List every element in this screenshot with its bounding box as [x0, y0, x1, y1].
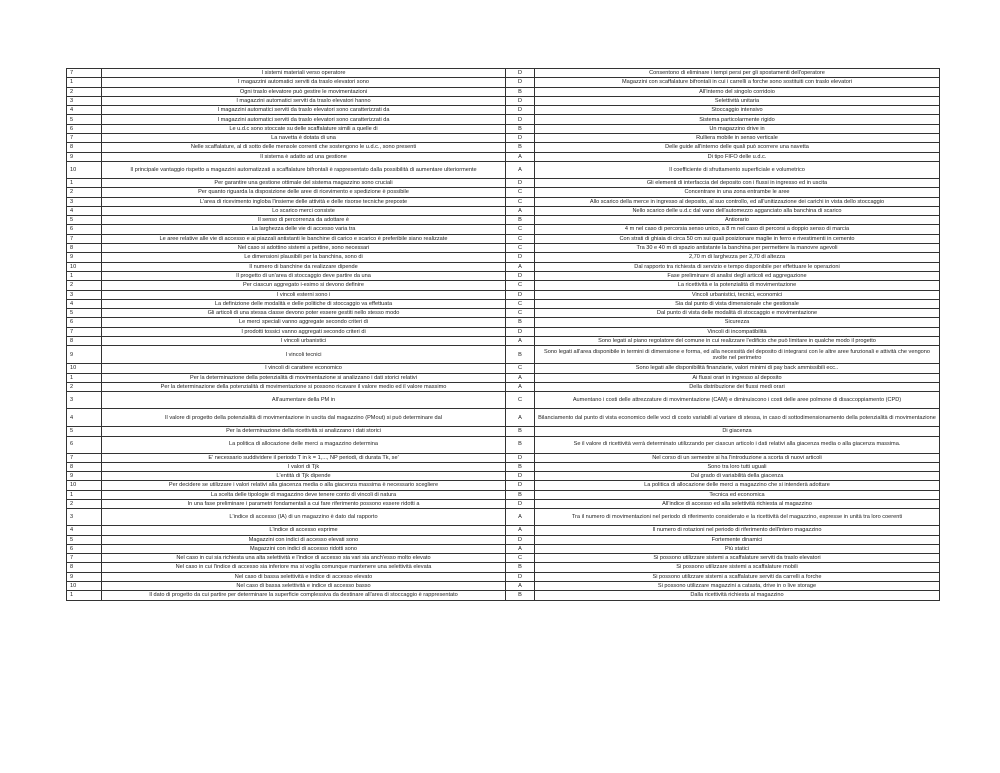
- table-row: [67, 346, 940, 364]
- row-number-cell: 1: [67, 178, 102, 187]
- answer-text-cell: Bilanciamento dal punto di vista economico delle voci di costo variabili al variare di stessa, in caso di sottodimensionamento della potenzialità di movimentazione: [535, 409, 940, 427]
- question-cell: Le dimensioni plausibili per la banchina, sono di: [102, 253, 506, 262]
- question-cell: Nelle scaffalature, al di sotto delle mensole correnti che sostengono le u.d.c., sono presenti: [102, 143, 506, 152]
- answer-text-cell: Fase preliminare di analisi degli articoli ed aggregazione: [535, 271, 940, 280]
- question-cell: Il valore di progetto della potenzialità di movimentazione in uscita dal magazzino (PMout) si può determinare dal: [102, 409, 506, 427]
- answer-letter-cell: B: [506, 124, 535, 133]
- answer-letter-cell: B: [506, 563, 535, 572]
- answer-text-cell: Magazzini con scaffalature bifrontali in cui i carrelli a forche sono sostituiti con traslo elevatori: [535, 78, 940, 87]
- answer-letter-cell: A: [506, 206, 535, 215]
- answer-letter-cell: D: [506, 271, 535, 280]
- row-number-cell: 7: [67, 327, 102, 336]
- question-cell: Per ciascun aggregato i-esimo si devono definire: [102, 281, 506, 290]
- row-number-cell: 10: [67, 582, 102, 591]
- row-number-cell: 9: [67, 472, 102, 481]
- row-number-cell: 7: [67, 134, 102, 143]
- question-cell: Magazzini con indici di accesso ridotti sono: [102, 544, 506, 553]
- answer-letter-cell: D: [506, 453, 535, 462]
- answer-text-cell: Selettività unitaria: [535, 96, 940, 105]
- question-cell: I magazzini automatici serviti da traslo elevatori sono caratterizzati da: [102, 106, 506, 115]
- answer-text-cell: Dal grado di variabilità della giacenza: [535, 472, 940, 481]
- table-row: [67, 281, 940, 290]
- answer-letter-cell: A: [506, 409, 535, 427]
- table-row: [67, 572, 940, 581]
- row-number-cell: 3: [67, 509, 102, 526]
- answer-text-cell: Dal punto di vista delle modalità di stoccaggio e movimentazione: [535, 309, 940, 318]
- answer-text-cell: Gli elementi di interfaccia del deposito con i flussi in ingresso ed in uscita: [535, 178, 940, 187]
- answer-letter-cell: C: [506, 244, 535, 253]
- row-number-cell: 9: [67, 572, 102, 581]
- answer-letter-cell: A: [506, 509, 535, 526]
- answer-text-cell: All'indice di accesso ed alla selettività richiesta al magazzino: [535, 499, 940, 508]
- question-cell: Nel caso di bassa selettività e indice di accesso basso: [102, 582, 506, 591]
- question-cell: In una fase preliminare i parametri fondamentali a cui fare riferimento possono essere ridotti a: [102, 499, 506, 508]
- answer-letter-cell: D: [506, 78, 535, 87]
- table-row: [67, 96, 940, 105]
- answer-text-cell: Si possono utilizzare magazzini a catasta, drive in o live storage: [535, 582, 940, 591]
- answer-letter-cell: A: [506, 544, 535, 553]
- table-row: [67, 591, 940, 600]
- question-cell: I prodotti tossici vanno aggregati secondo criteri di: [102, 327, 506, 336]
- answer-letter-cell: D: [506, 115, 535, 124]
- table-row: [67, 337, 940, 346]
- row-number-cell: 1: [67, 373, 102, 382]
- answer-text-cell: Rulliera mobile in senso verticale: [535, 134, 940, 143]
- answer-letter-cell: B: [506, 490, 535, 499]
- answer-letter-cell: A: [506, 373, 535, 382]
- table-row: [67, 327, 940, 336]
- answer-letter-cell: D: [506, 535, 535, 544]
- question-cell: Le merci speciali vanno aggregate secondo criteri di: [102, 318, 506, 327]
- table-row: [67, 134, 940, 143]
- answer-text-cell: Si possono utilizzare sistemi a scaffalature serviti da traslo elevatori: [535, 554, 940, 563]
- table-row: [67, 499, 940, 508]
- table-row: [67, 481, 940, 490]
- question-cell: Il progetto di un'area di stoccaggio deve partire da una: [102, 271, 506, 280]
- table-row: [67, 462, 940, 471]
- table-row: [67, 78, 940, 87]
- table-row: [67, 206, 940, 215]
- row-number-cell: 6: [67, 225, 102, 234]
- table-row: [67, 124, 940, 133]
- question-cell: Il sistema è adatto ad una gestione: [102, 152, 506, 161]
- table-row: [67, 318, 940, 327]
- question-cell: I magazzini automatici serviti da traslo elevatori hanno: [102, 96, 506, 105]
- question-cell: Magazzini con indici di accesso elevati sono: [102, 535, 506, 544]
- table-row: [67, 244, 940, 253]
- table-row: [67, 69, 940, 78]
- row-number-cell: 6: [67, 318, 102, 327]
- question-cell: I sistemi materiali verso operatore: [102, 69, 506, 78]
- answer-letter-cell: D: [506, 96, 535, 105]
- question-cell: L'indice di accesso esprime: [102, 526, 506, 535]
- answer-text-cell: Nello scarico delle u.d.c dal vano dell'automezzo agganciato alla banchina di scarico: [535, 206, 940, 215]
- row-number-cell: 10: [67, 481, 102, 490]
- question-cell: Nel caso di bassa selettività e indice di accesso elevato: [102, 572, 506, 581]
- table-body: [67, 69, 940, 601]
- question-cell: Per la determinazione della ricettività si analizzano i dati storici: [102, 427, 506, 436]
- answer-text-cell: Concentrare in una zona entrambe le aree: [535, 188, 940, 197]
- answer-text-cell: 2,70 m di larghezza per 2,70 di altezza: [535, 253, 940, 262]
- question-cell: E' necessario suddividere il periodo T in k = 1,..., NP periodi, di durata Tk, se': [102, 453, 506, 462]
- answer-text-cell: La politica di allocazione delle merci a magazzino che si intenderà adottare: [535, 481, 940, 490]
- table-row: [67, 188, 940, 197]
- answer-text-cell: Allo scarico della merce in ingresso al deposito, al suo controllo, ed all'unitizzazione dei carichi in vista dello stoccaggio: [535, 197, 940, 206]
- answer-text-cell: 4 m nel caso di percorsia senso unico, a 8 m nel caso di percorsi a doppio senso di marcia: [535, 225, 940, 234]
- question-cell: Il numero di banchine da realizzare dipende: [102, 262, 506, 271]
- answer-text-cell: Sono legati al piano regolatore del comune in cui realizzare l'edificio che può limitare in qualche modo il progetto: [535, 337, 940, 346]
- question-cell: All'aumentare della PM in: [102, 392, 506, 409]
- answer-text-cell: Di tipo FIFO delle u.d.c.: [535, 152, 940, 161]
- answer-text-cell: Vincoli urbanistici, tecnici, economici: [535, 290, 940, 299]
- table-row: [67, 409, 940, 427]
- answer-letter-cell: C: [506, 197, 535, 206]
- answer-text-cell: Il numero di rotazioni nel periodo di riferimento dell'intero magazzino: [535, 526, 940, 535]
- row-number-cell: 8: [67, 337, 102, 346]
- answer-letter-cell: A: [506, 161, 535, 178]
- question-cell: I magazzini automatici serviti da traslo elevatori sono: [102, 78, 506, 87]
- row-number-cell: 4: [67, 206, 102, 215]
- table-row: [67, 582, 940, 591]
- answer-text-cell: Si possono utilizzare sistemi a scaffalature mobili: [535, 563, 940, 572]
- answer-letter-cell: D: [506, 499, 535, 508]
- question-cell: Nel caso in cui sia richiesta una alta selettività e l'indice di accesso sia vari sia anch'esso molto elevato: [102, 554, 506, 563]
- question-cell: I vincoli urbanistici: [102, 337, 506, 346]
- answer-text-cell: Delle guide all'interno delle quali può scorrere una navetta: [535, 143, 940, 152]
- row-number-cell: 7: [67, 234, 102, 243]
- answer-text-cell: Sono legati alle disponibilità finanziarie, valori minimi di pay back ammissibili ecc..: [535, 364, 940, 373]
- answer-letter-cell: A: [506, 526, 535, 535]
- table-row: [67, 436, 940, 453]
- table-row: [67, 178, 940, 187]
- answer-text-cell: Ai flussi orari in ingresso al deposito: [535, 373, 940, 382]
- answer-text-cell: La ricettività e la potenzialità di movimentazione: [535, 281, 940, 290]
- row-number-cell: 10: [67, 364, 102, 373]
- answer-text-cell: Sistema particolarmente rigido: [535, 115, 940, 124]
- answer-text-cell: Tecnica ed economica: [535, 490, 940, 499]
- answer-letter-cell: D: [506, 134, 535, 143]
- question-cell: La politica di allocazione delle merci a magazzino determina: [102, 436, 506, 453]
- answer-letter-cell: D: [506, 290, 535, 299]
- answer-text-cell: Tra 30 e 40 m di spazio antistante la banchina per permettere la manovre agevoli: [535, 244, 940, 253]
- answer-letter-cell: D: [506, 481, 535, 490]
- answer-letter-cell: D: [506, 327, 535, 336]
- question-cell: Per la determinazione della potenzialità di movimentazione si analizzano i dati storici relativi: [102, 373, 506, 382]
- question-cell: I magazzini automatici serviti da traslo elevatori sono caratterizzati da: [102, 115, 506, 124]
- table-row: [67, 225, 940, 234]
- row-number-cell: 2: [67, 188, 102, 197]
- row-number-cell: 1: [67, 271, 102, 280]
- question-cell: Gli articoli di una stessa classe devono poter essere gestiti nello stesso modo: [102, 309, 506, 318]
- answer-letter-cell: C: [506, 299, 535, 308]
- question-cell: Ogni traslo elevatore può gestire le movimentazioni: [102, 87, 506, 96]
- question-cell: Per quanto riguarda la disposizione delle aree di ricevimento e spedizione è possibile: [102, 188, 506, 197]
- question-cell: I valori di Tjk: [102, 462, 506, 471]
- question-cell: Il principale vantaggio rispetto a magazzini automatizzati a scaffalature bifrontali è rappresentato dalla possibilità di aumentare ulteriormente: [102, 161, 506, 178]
- table-row: [67, 161, 940, 178]
- question-cell: Nel caso in cui l'indice di accesso sia inferiore ma si voglia comunque mantenere una selettività elevata: [102, 563, 506, 572]
- question-cell: Per la determinazione della potenzialità di movimentazione si possono ricavare il valore medio ed il valore massimo: [102, 382, 506, 391]
- row-number-cell: 3: [67, 392, 102, 409]
- answer-text-cell: Sia dal punto di vista dimensionale che gestionale: [535, 299, 940, 308]
- row-number-cell: 6: [67, 544, 102, 553]
- answer-letter-cell: A: [506, 152, 535, 161]
- row-number-cell: 5: [67, 216, 102, 225]
- question-cell: L'entità di Tjk dipende: [102, 472, 506, 481]
- table-row: [67, 364, 940, 373]
- row-number-cell: 3: [67, 290, 102, 299]
- question-cell: La navetta è dotata di una: [102, 134, 506, 143]
- answer-text-cell: Aumentano i costi delle attrezzature di movimentazione (CAM) e diminuiscono i costi delle aree polmone di disaccoppiamento (CPD): [535, 392, 940, 409]
- table-row: [67, 309, 940, 318]
- row-number-cell: 6: [67, 124, 102, 133]
- table-row: [67, 152, 940, 161]
- row-number-cell: 9: [67, 346, 102, 364]
- question-cell: I vincoli di carattere economico: [102, 364, 506, 373]
- table-row: [67, 453, 940, 462]
- answer-text-cell: Sono tra loro tutti uguali: [535, 462, 940, 471]
- answer-letter-cell: C: [506, 225, 535, 234]
- table-row: [67, 509, 940, 526]
- table-row: [67, 106, 940, 115]
- answer-text-cell: Dal rapporto tra richiesta di servizio e tempo disponibile per effettuare le operazioni: [535, 262, 940, 271]
- answer-text-cell: Stoccaggio intensivo: [535, 106, 940, 115]
- row-number-cell: 2: [67, 87, 102, 96]
- answer-letter-cell: A: [506, 262, 535, 271]
- row-number-cell: 4: [67, 299, 102, 308]
- table-row: [67, 490, 940, 499]
- table-row: [67, 87, 940, 96]
- answer-text-cell: Un magazzino drive in: [535, 124, 940, 133]
- table-row: [67, 290, 940, 299]
- answer-letter-cell: B: [506, 427, 535, 436]
- row-number-cell: 5: [67, 427, 102, 436]
- question-cell: I vincoli tecnici: [102, 346, 506, 364]
- table-row: [67, 234, 940, 243]
- answer-letter-cell: C: [506, 554, 535, 563]
- question-cell: Le aree relative alle vie di accesso e ai piazzali antistanti le banchine di carico e scarico è preferibile siano realizzate: [102, 234, 506, 243]
- row-number-cell: 9: [67, 152, 102, 161]
- row-number-cell: 7: [67, 554, 102, 563]
- row-number-cell: 9: [67, 253, 102, 262]
- question-cell: Il senso di percorrenza da adottare è: [102, 216, 506, 225]
- answer-letter-cell: C: [506, 364, 535, 373]
- table-row: [67, 392, 940, 409]
- answer-letter-cell: D: [506, 69, 535, 78]
- row-number-cell: 3: [67, 96, 102, 105]
- answer-letter-cell: D: [506, 253, 535, 262]
- row-number-cell: 2: [67, 499, 102, 508]
- question-cell: Per garantire una gestione ottimale del sistema magazzino sono cruciali: [102, 178, 506, 187]
- answer-text-cell: Se il valore di ricettività verrà determinato utilizzando per ciascun articolo i dati relativi alla giacenza media o alla giacenza massima.: [535, 436, 940, 453]
- answer-letter-cell: B: [506, 216, 535, 225]
- row-number-cell: 1: [67, 591, 102, 600]
- table-row: [67, 373, 940, 382]
- row-number-cell: 6: [67, 436, 102, 453]
- answer-letter-cell: B: [506, 462, 535, 471]
- table-row: [67, 472, 940, 481]
- answer-text-cell: Consentono di eliminare i tempi persi per gli spostamenti dell'operatore: [535, 69, 940, 78]
- row-number-cell: 7: [67, 453, 102, 462]
- row-number-cell: 10: [67, 262, 102, 271]
- answer-letter-cell: B: [506, 87, 535, 96]
- row-number-cell: 5: [67, 115, 102, 124]
- table-row: [67, 554, 940, 563]
- row-number-cell: 7: [67, 69, 102, 78]
- row-number-cell: 4: [67, 409, 102, 427]
- answer-text-cell: All'interno del singolo corridoio: [535, 87, 940, 96]
- answer-letter-cell: C: [506, 392, 535, 409]
- answer-letter-cell: C: [506, 234, 535, 243]
- question-cell: La larghezza delle vie di accesso varia tra: [102, 225, 506, 234]
- answer-text-cell: Tra il numero di movimentazioni nel periodo di riferimento considerato e la ricettività del magazzino, espresse in unità tra loro coerenti: [535, 509, 940, 526]
- question-cell: L'indice di accesso (IA) di un magazzino è dato dal rapporto: [102, 509, 506, 526]
- table-row: [67, 535, 940, 544]
- question-cell: Per decidere se utilizzare i valori relativi alla giacenza media o alla giacenza massima è necessario scegliere: [102, 481, 506, 490]
- answer-text-cell: Si possono utilizzare sistemi a scaffalature serviti da carrelli a forche: [535, 572, 940, 581]
- quiz-answer-table: [66, 68, 940, 601]
- answer-text-cell: Sicurezza: [535, 318, 940, 327]
- row-number-cell: 1: [67, 490, 102, 499]
- row-number-cell: 3: [67, 197, 102, 206]
- row-number-cell: 1: [67, 78, 102, 87]
- question-cell: La scelta delle tipologie di magazzino deve tenere conto di vincoli di natura: [102, 490, 506, 499]
- row-number-cell: 5: [67, 535, 102, 544]
- row-number-cell: 4: [67, 106, 102, 115]
- answer-letter-cell: A: [506, 582, 535, 591]
- answer-letter-cell: D: [506, 178, 535, 187]
- answer-letter-cell: D: [506, 572, 535, 581]
- answer-letter-cell: B: [506, 346, 535, 364]
- answer-text-cell: Antiorario: [535, 216, 940, 225]
- question-cell: I vincoli esterni sono i: [102, 290, 506, 299]
- answer-letter-cell: B: [506, 143, 535, 152]
- answer-letter-cell: D: [506, 472, 535, 481]
- answer-letter-cell: D: [506, 106, 535, 115]
- table-row: [67, 216, 940, 225]
- answer-text-cell: Fortemente dinamici: [535, 535, 940, 544]
- question-cell: La definizione delle modalità e delle politiche di stoccaggio va effettuata: [102, 299, 506, 308]
- row-number-cell: 8: [67, 462, 102, 471]
- answer-letter-cell: A: [506, 382, 535, 391]
- row-number-cell: 2: [67, 281, 102, 290]
- row-number-cell: 2: [67, 382, 102, 391]
- row-number-cell: 8: [67, 244, 102, 253]
- answer-letter-cell: C: [506, 188, 535, 197]
- table-row: [67, 544, 940, 553]
- question-cell: L'area di ricevimento ingloba l'insieme delle attività e delle risorse tecniche preposte: [102, 197, 506, 206]
- answer-letter-cell: B: [506, 318, 535, 327]
- table-row: [67, 262, 940, 271]
- answer-letter-cell: B: [506, 591, 535, 600]
- answer-text-cell: Sono legati all'area disponibile in termini di dimensione e forma, ed alla necessità del deposito di integrarsi con le altre aree funzionali e attività che vengono svolte nel perimetro: [535, 346, 940, 364]
- answer-text-cell: Vincoli di incompatibilità: [535, 327, 940, 336]
- table-row: [67, 299, 940, 308]
- table-row: [67, 382, 940, 391]
- question-cell: Le u.d.c sono stoccate su delle scaffalature simili a quelle di: [102, 124, 506, 133]
- table-row: [67, 143, 940, 152]
- answer-letter-cell: C: [506, 281, 535, 290]
- answer-text-cell: Con strati di ghiaia di circa 50 cm sui quali posizionare maglie in ferro e rivestimenti in cemento: [535, 234, 940, 243]
- row-number-cell: 5: [67, 309, 102, 318]
- question-cell: Il dato di progetto da cui partire per determinare la superficie complessiva da destinare all'area di stoccaggio è rappresentato: [102, 591, 506, 600]
- answer-text-cell: Dalla ricettività richiesta al magazzino: [535, 591, 940, 600]
- answer-letter-cell: B: [506, 436, 535, 453]
- table-row: [67, 526, 940, 535]
- row-number-cell: 10: [67, 161, 102, 178]
- answer-letter-cell: C: [506, 309, 535, 318]
- answer-text-cell: Il coefficiente di sfruttamento superficiale e volumetrico: [535, 161, 940, 178]
- table-row: [67, 271, 940, 280]
- answer-text-cell: Della distribuzione dei flussi medi orari: [535, 382, 940, 391]
- table-row: [67, 427, 940, 436]
- answer-text-cell: Di giacenza: [535, 427, 940, 436]
- row-number-cell: 4: [67, 526, 102, 535]
- question-cell: Nel caso si adottino sistemi a pettine, sono necessari: [102, 244, 506, 253]
- row-number-cell: 8: [67, 143, 102, 152]
- question-cell: Lo scarico merci consiste: [102, 206, 506, 215]
- table-row: [67, 197, 940, 206]
- answer-text-cell: Più statici: [535, 544, 940, 553]
- row-number-cell: 8: [67, 563, 102, 572]
- table-row: [67, 115, 940, 124]
- answer-letter-cell: A: [506, 337, 535, 346]
- table-row: [67, 253, 940, 262]
- table-row: [67, 563, 940, 572]
- answer-text-cell: Nel corso di un semestre si ha l'introduzione a scorta di nuovi articoli: [535, 453, 940, 462]
